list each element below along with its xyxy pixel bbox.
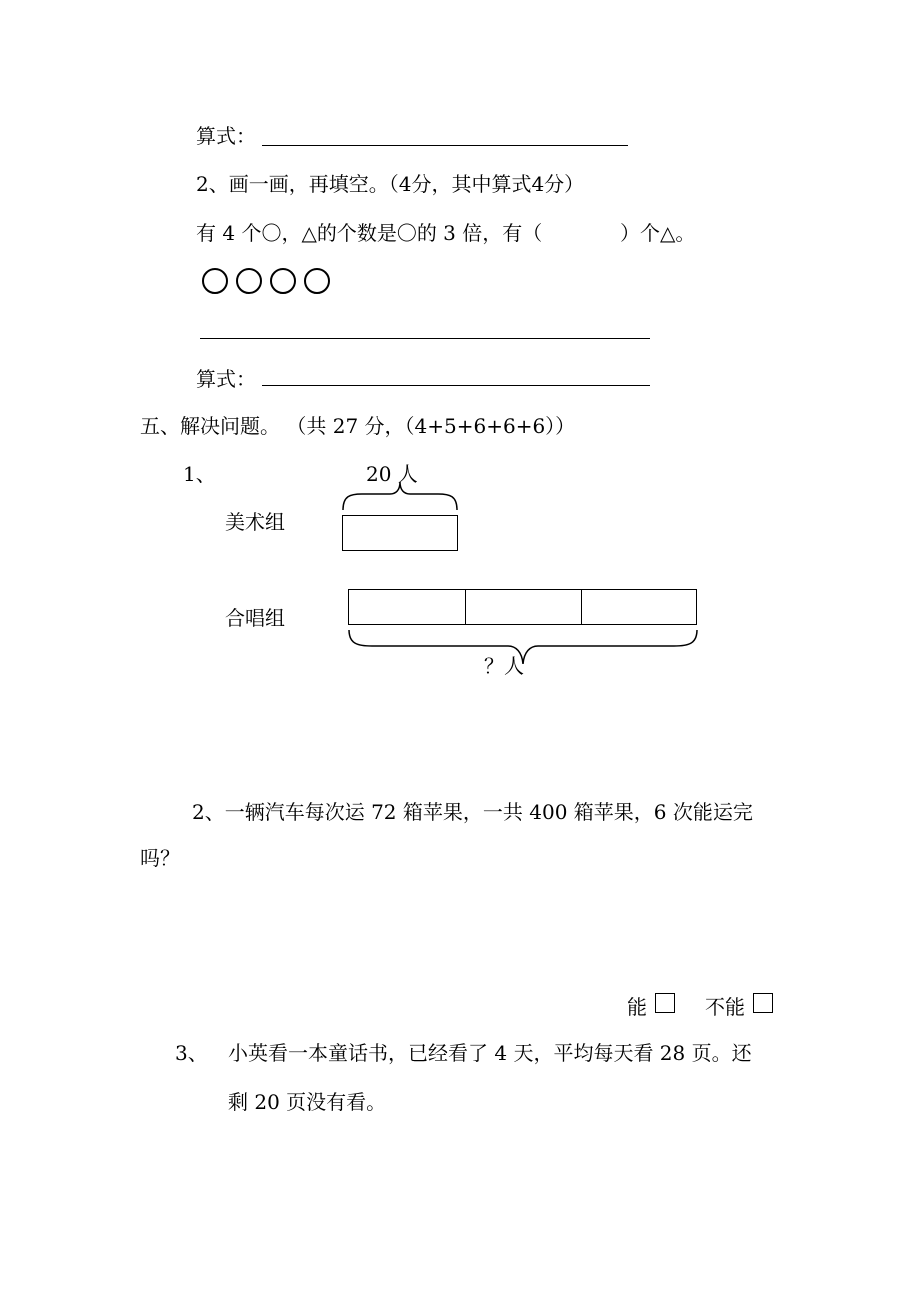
question-3-line-2: 剩 20 页没有看。: [228, 1090, 387, 1114]
choir-group-label: 合唱组: [225, 606, 285, 630]
question-2-text-after: ）个△。: [620, 221, 696, 245]
section-5-heading: 五、解决问题。 （共 27 分，（4+5+6+6+6））: [140, 414, 576, 438]
formula-label-2: 算式：: [196, 367, 256, 391]
formula-answer-line-2[interactable]: [262, 385, 650, 386]
option-yes-checkbox[interactable]: [655, 993, 675, 1013]
top-brace-label: 20 人: [366, 462, 418, 486]
drawing-answer-line[interactable]: [200, 338, 650, 339]
question-1-number: 1、: [183, 462, 216, 486]
option-no-checkbox[interactable]: [753, 993, 773, 1013]
question-2-line-2: 吗？: [140, 846, 180, 870]
top-brace: [342, 480, 458, 512]
choir-group-bar: [348, 589, 697, 625]
choir-bar-divider: [581, 590, 582, 624]
circle-icon: [236, 268, 262, 294]
art-group-bar: [342, 515, 458, 551]
bottom-brace-label: ？人: [484, 654, 524, 678]
option-no-label: 不能: [705, 995, 745, 1019]
art-group-label: 美术组: [225, 510, 285, 534]
option-yes-label: 能: [627, 995, 647, 1019]
question-3-number: 3、: [175, 1041, 208, 1065]
question-2-line-1: 2、一辆汽车每次运 72 箱苹果，一共 400 箱苹果，6 次能运完: [192, 800, 753, 824]
question-2-title: 2、画一画，再填空。（4分，其中算式4分）: [196, 172, 585, 196]
question-3-line-1: 小英看一本童话书，已经看了 4 天，平均每天看 28 页。还: [228, 1041, 752, 1065]
circle-icon: [304, 268, 330, 294]
question-2-text-before: 有 4 个〇，△的个数是〇的 3 倍，有（: [196, 221, 543, 245]
formula-label-1: 算式：: [196, 124, 256, 148]
circle-icon: [270, 268, 296, 294]
circle-icon: [202, 268, 228, 294]
choir-bar-divider: [465, 590, 466, 624]
formula-answer-line-1[interactable]: [262, 145, 628, 146]
